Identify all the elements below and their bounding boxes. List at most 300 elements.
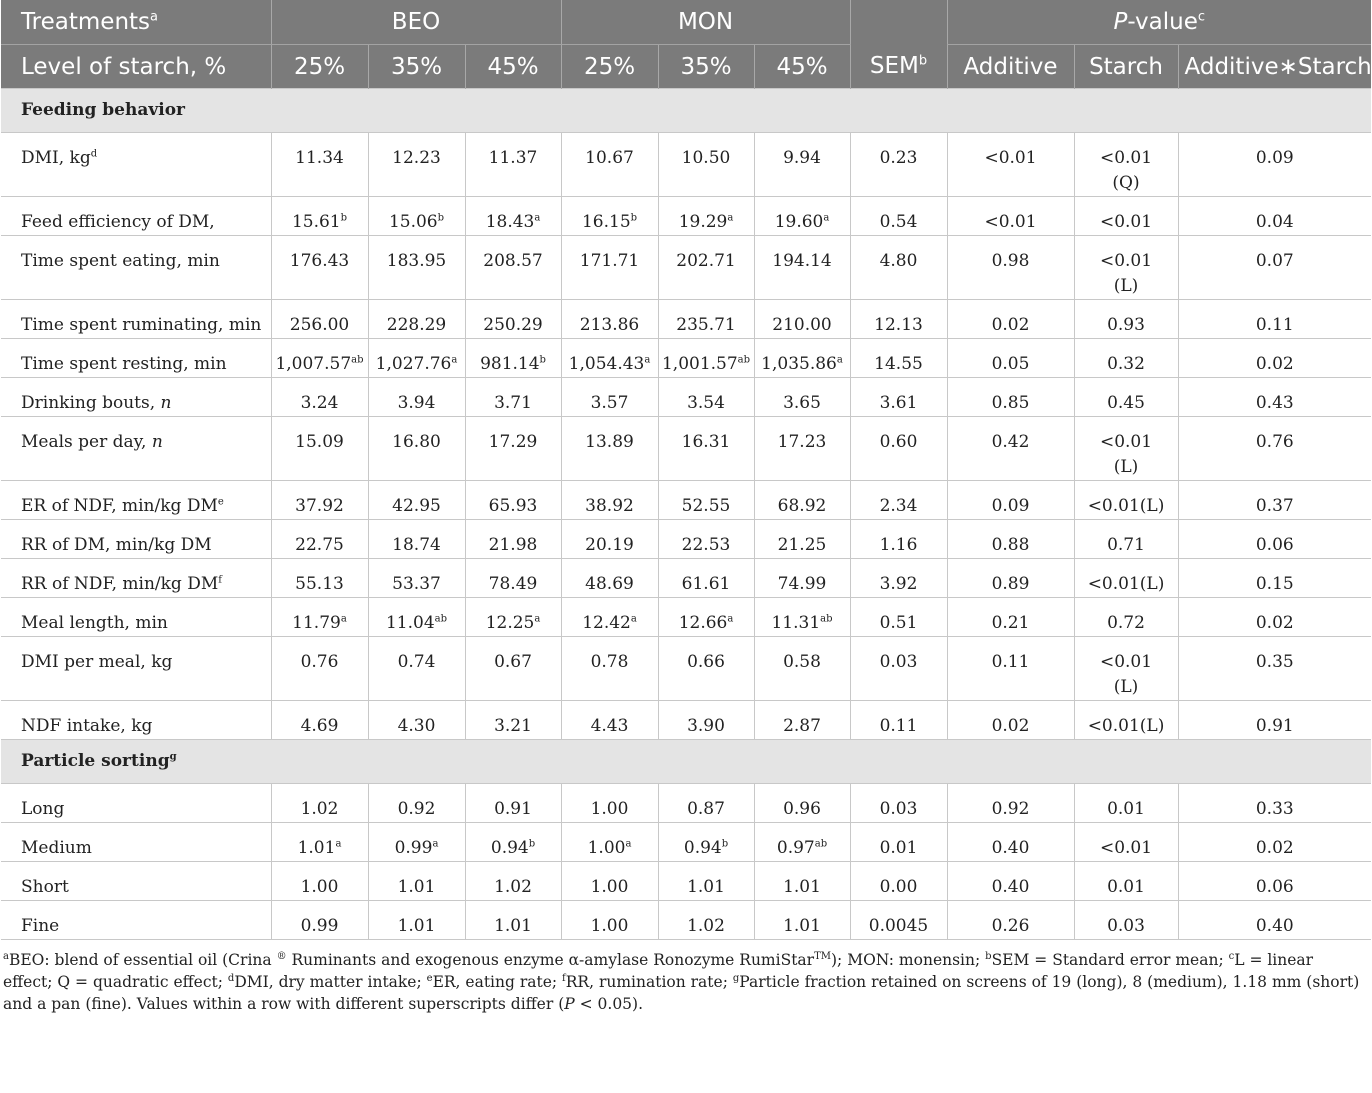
starch-effect-note: (L)	[1113, 276, 1139, 296]
value-cell	[658, 133, 754, 197]
value-cell	[754, 598, 850, 637]
value-text: 55.13	[295, 574, 344, 594]
value-text: 183.95	[386, 251, 447, 271]
value-cell	[561, 339, 658, 378]
header-row-top	[1, 0, 1371, 45]
starch-pvalue-text: <0.01	[1099, 148, 1153, 168]
value-text: 12.23	[392, 148, 441, 168]
value-cell	[658, 701, 754, 740]
value-text: 208.57	[483, 251, 543, 271]
row-label-text: Time spent ruminating, min	[21, 315, 262, 335]
additive-pvalue-cell: <0.01	[947, 133, 1074, 197]
value-text: 37.92	[295, 496, 344, 516]
value-cell	[271, 784, 368, 823]
value-text: 11.79	[292, 613, 341, 633]
value-cell	[368, 784, 465, 823]
value-cell	[368, 481, 465, 520]
starch-pvalue-cell	[1074, 236, 1178, 300]
interaction-pvalue-cell: 0.02	[1178, 339, 1371, 378]
table-row	[1, 701, 1371, 740]
section-title-text: Particle sorting	[21, 751, 170, 771]
sem-cell: 0.60	[850, 417, 947, 481]
sem-cell: 0.51	[850, 598, 947, 637]
sem-cell: 0.01	[850, 823, 947, 862]
starch-pvalue-text: <0.01	[1099, 251, 1153, 271]
value-text: 1.01	[687, 877, 725, 897]
interaction-pvalue-cell: 0.43	[1178, 378, 1371, 417]
pvalue-group-header: P-value$^c$	[947, 0, 1371, 45]
value-text: 0.96	[783, 799, 821, 819]
value-text: 194.14	[772, 251, 832, 271]
table-row	[1, 559, 1371, 598]
row-label	[1, 378, 271, 417]
value-sup: b	[539, 354, 546, 366]
value-cell	[561, 637, 658, 701]
additive-pvalue-cell: 0.21	[947, 598, 1074, 637]
value-cell	[561, 417, 658, 481]
row-label-sup: f	[218, 574, 222, 586]
value-text: 1.02	[494, 877, 532, 897]
value-text: 2.87	[783, 716, 821, 736]
sem-header-spacer	[850, 0, 947, 45]
interaction-pvalue-cell: 0.76	[1178, 417, 1371, 481]
value-sup: a	[644, 354, 651, 366]
value-text: 13.89	[585, 432, 634, 452]
value-sup: a	[432, 838, 439, 850]
interaction-pvalue-cell: 0.06	[1178, 520, 1371, 559]
value-cell	[368, 520, 465, 559]
sem-cell: 0.03	[850, 784, 947, 823]
interaction-pvalue-cell: 0.15	[1178, 559, 1371, 598]
value-text: 17.29	[488, 432, 538, 452]
value-cell	[465, 417, 561, 481]
section-title-sup: g	[169, 751, 177, 763]
value-cell	[465, 823, 561, 862]
value-text: 10.50	[681, 148, 731, 168]
row-label	[1, 417, 271, 481]
section-row	[1, 89, 1371, 133]
value-cell	[271, 339, 368, 378]
value-text: 1.00	[587, 838, 626, 858]
value-cell	[754, 300, 850, 339]
value-sup: ab	[820, 613, 833, 625]
sem-header: SEM$^b$	[850, 45, 947, 89]
additive-pvalue-cell: 0.98	[947, 236, 1074, 300]
value-text: 0.67	[494, 652, 532, 672]
row-label-text: Meal length, min	[21, 613, 168, 633]
value-text: 11.34	[295, 148, 344, 168]
value-text: 1.00	[590, 799, 629, 819]
value-cell	[465, 598, 561, 637]
value-cell	[754, 701, 850, 740]
row-label-text: NDF intake, kg	[21, 716, 153, 736]
value-text: 22.75	[295, 535, 344, 555]
starch-pvalue-text: <0.01	[1099, 432, 1153, 452]
interaction-header: Additive∗Starch	[1178, 45, 1371, 89]
value-text: 20.19	[585, 535, 634, 555]
value-sup: b	[528, 838, 536, 850]
table-body	[1, 89, 1371, 940]
row-label	[1, 823, 271, 862]
value-cell	[271, 197, 368, 236]
row-label-sup: d	[90, 148, 98, 160]
additive-pvalue-cell: <0.01	[947, 197, 1074, 236]
row-label-italic: n	[151, 432, 163, 452]
value-cell	[561, 823, 658, 862]
starch-pvalue-text: <0.01	[1099, 212, 1153, 232]
value-cell	[465, 862, 561, 901]
value-text: 0.91	[494, 799, 532, 819]
additive-pvalue-cell: 0.02	[947, 300, 1074, 339]
value-cell	[754, 901, 850, 940]
row-label-text: ER of NDF, min/kg DM	[21, 496, 218, 516]
row-label-sup: e	[217, 496, 224, 508]
value-text: 228.29	[386, 315, 447, 335]
sem-cell: 3.61	[850, 378, 947, 417]
value-text: 22.53	[681, 535, 731, 555]
value-cell	[271, 378, 368, 417]
interaction-pvalue-cell: 0.04	[1178, 197, 1371, 236]
value-text: 981.14	[480, 354, 540, 374]
row-label	[1, 236, 271, 300]
starch-pvalue-cell	[1074, 339, 1178, 378]
value-text: 3.57	[590, 393, 629, 413]
value-cell	[754, 197, 850, 236]
treatments-header: Treatments$^a$	[1, 0, 271, 45]
table-row	[1, 598, 1371, 637]
interaction-pvalue-cell: 0.09	[1178, 133, 1371, 197]
value-text: 3.54	[687, 393, 725, 413]
value-text: 18.43	[485, 212, 535, 232]
value-text: 42.95	[392, 496, 441, 516]
sem-cell: 0.11	[850, 701, 947, 740]
value-cell	[368, 701, 465, 740]
beo-group-header: BEO	[271, 0, 561, 45]
row-label-text: RR of NDF, min/kg DM	[21, 574, 219, 594]
value-cell	[368, 862, 465, 901]
starch-pvalue-cell	[1074, 784, 1178, 823]
value-cell	[754, 339, 850, 378]
value-cell	[754, 862, 850, 901]
starch-pvalue-cell	[1074, 378, 1178, 417]
value-text: 1.00	[590, 916, 629, 936]
value-text: 1.01	[397, 916, 436, 936]
value-cell	[658, 300, 754, 339]
value-sup: a	[727, 613, 734, 625]
row-label-text: DMI, kg	[21, 148, 91, 168]
starch-pvalue-text: 0.03	[1107, 916, 1145, 936]
value-text: 171.71	[579, 251, 640, 271]
value-cell	[465, 378, 561, 417]
interaction-pvalue-cell: 0.06	[1178, 862, 1371, 901]
value-cell	[754, 417, 850, 481]
value-cell	[368, 197, 465, 236]
value-text: 15.61	[291, 212, 341, 232]
interaction-pvalue-cell: 0.40	[1178, 901, 1371, 940]
starch-pvalue-text: 0.01	[1107, 799, 1145, 819]
value-cell	[658, 339, 754, 378]
table-row	[1, 862, 1371, 901]
starch-pvalue-cell	[1074, 598, 1178, 637]
value-cell	[271, 862, 368, 901]
starch-pvalue-text: 0.32	[1107, 354, 1145, 374]
value-sup: a	[340, 613, 347, 625]
value-text: 1.01	[297, 838, 336, 858]
value-text: 19.60	[774, 212, 824, 232]
table-row	[1, 784, 1371, 823]
table-footnote: $^a$BEO: blend of essential oil (Crina ® Ruminants and exogenous enzyme α-amylase Ronozyme RumiStar™); MON: monensin; $^b$SEM = Standard error mean; $^c$L = linear effect; Q = quadratic effect; $^d$DMI, dry matter intake; $^e$ER, eating rate; $^f$RR, rumination rate; $^g$Particle fraction retained on screens of 19 (long), 8 (medium), 1.18 mm (short) and a pan (fine). Values within a row with different superscripts differ (P < 0.05).	[3, 950, 1360, 1013]
value-cell	[271, 637, 368, 701]
value-text: 11.37	[488, 148, 538, 168]
value-cell	[465, 133, 561, 197]
row-label	[1, 520, 271, 559]
value-cell	[658, 559, 754, 598]
table-row	[1, 339, 1371, 378]
table-row	[1, 133, 1371, 197]
value-text: 213.86	[579, 315, 640, 335]
value-cell	[658, 862, 754, 901]
row-label-text: Time spent resting, min	[21, 354, 227, 374]
value-cell	[658, 481, 754, 520]
value-sup: b	[721, 838, 729, 850]
value-cell	[368, 133, 465, 197]
value-text: 16.80	[392, 432, 441, 452]
level-header: 45%	[465, 45, 561, 89]
value-cell	[561, 520, 658, 559]
row-label	[1, 559, 271, 598]
starch-pvalue-text: 0.93	[1107, 315, 1145, 335]
starch-pvalue-text: 0.72	[1107, 613, 1145, 633]
value-text: 11.31	[771, 613, 821, 633]
row-label-text: Drinking bouts,	[21, 393, 161, 413]
interaction-pvalue-cell: 0.35	[1178, 637, 1371, 701]
value-cell	[368, 598, 465, 637]
starch-pvalue-cell	[1074, 559, 1178, 598]
row-label	[1, 901, 271, 940]
level-header: 35%	[368, 45, 465, 89]
starch-pvalue-text: <0.01	[1099, 652, 1153, 672]
row-label-italic: n	[160, 393, 172, 413]
value-text: 4.69	[300, 716, 339, 736]
value-cell	[658, 598, 754, 637]
sem-cell: 0.23	[850, 133, 947, 197]
table-row	[1, 481, 1371, 520]
header-row-bottom	[1, 45, 1371, 89]
value-text: 12.42	[582, 613, 631, 633]
row-label	[1, 784, 271, 823]
starch-pvalue-cell	[1074, 520, 1178, 559]
value-text: 1.02	[300, 799, 339, 819]
value-sup: a	[534, 212, 541, 224]
value-cell	[754, 481, 850, 520]
value-cell	[368, 823, 465, 862]
value-sup: a	[625, 838, 632, 850]
interaction-pvalue-cell: 0.02	[1178, 823, 1371, 862]
value-cell	[465, 520, 561, 559]
starch-pvalue-text: <0.01(L)	[1087, 716, 1165, 736]
value-text: 61.61	[681, 574, 731, 594]
value-cell	[271, 901, 368, 940]
sem-cell: 12.13	[850, 300, 947, 339]
table-row	[1, 520, 1371, 559]
value-sup: a	[534, 613, 541, 625]
value-text: 38.92	[585, 496, 634, 516]
value-text: 1.01	[494, 916, 532, 936]
interaction-pvalue-cell: 0.33	[1178, 784, 1371, 823]
value-text: 11.04	[385, 613, 435, 633]
value-text: 21.98	[488, 535, 538, 555]
value-cell	[754, 520, 850, 559]
value-text: 16.15	[581, 212, 631, 232]
value-sup: ab	[737, 354, 751, 366]
value-sup: ab	[351, 354, 364, 366]
additive-pvalue-cell: 0.85	[947, 378, 1074, 417]
value-text: 10.67	[585, 148, 634, 168]
row-label	[1, 133, 271, 197]
interaction-pvalue-cell: 0.91	[1178, 701, 1371, 740]
value-text: 21.25	[777, 535, 827, 555]
value-cell	[561, 197, 658, 236]
additive-pvalue-cell: 0.89	[947, 559, 1074, 598]
value-cell	[658, 197, 754, 236]
value-cell	[658, 901, 754, 940]
interaction-pvalue-cell: 0.37	[1178, 481, 1371, 520]
value-cell	[368, 300, 465, 339]
value-sup: b	[437, 212, 445, 224]
value-text: 17.23	[777, 432, 827, 452]
value-sup: ab	[434, 613, 448, 625]
value-cell	[465, 197, 561, 236]
value-cell	[368, 559, 465, 598]
value-text: 1,007.57	[275, 354, 352, 374]
row-label-text: Fine	[21, 916, 60, 936]
additive-header: Additive	[947, 45, 1074, 89]
value-text: 15.06	[388, 212, 438, 232]
interaction-pvalue-cell: 0.07	[1178, 236, 1371, 300]
section-title	[1, 740, 1371, 784]
value-cell	[465, 701, 561, 740]
results-table	[1, 0, 1371, 940]
row-label-text: Time spent eating, min	[21, 251, 220, 271]
additive-pvalue-cell: 0.40	[947, 823, 1074, 862]
value-text: 15.09	[295, 432, 344, 452]
value-cell	[465, 236, 561, 300]
row-label	[1, 598, 271, 637]
value-cell	[754, 133, 850, 197]
value-text: 53.37	[392, 574, 441, 594]
value-text: 0.99	[300, 916, 339, 936]
table-row	[1, 197, 1371, 236]
row-label	[1, 300, 271, 339]
value-cell	[271, 823, 368, 862]
section-row	[1, 740, 1371, 784]
row-label	[1, 862, 271, 901]
starch-effect-note: (L)	[1113, 677, 1139, 697]
additive-pvalue-cell: 0.26	[947, 901, 1074, 940]
starch-pvalue-cell	[1074, 901, 1178, 940]
additive-pvalue-cell: 0.09	[947, 481, 1074, 520]
value-text: 12.66	[678, 613, 728, 633]
additive-pvalue-cell: 0.88	[947, 520, 1074, 559]
row-label	[1, 197, 271, 236]
sem-cell: 3.92	[850, 559, 947, 598]
value-cell	[271, 520, 368, 559]
value-text: 1.01	[397, 877, 436, 897]
value-text: 9.94	[783, 148, 821, 168]
level-of-starch-header: Level of starch, %	[1, 45, 271, 89]
value-text: 0.94	[490, 838, 529, 858]
row-label-text: DMI per meal, kg	[21, 652, 173, 672]
value-text: 1,027.76	[375, 354, 452, 374]
value-cell	[271, 300, 368, 339]
value-cell	[271, 559, 368, 598]
value-cell	[754, 823, 850, 862]
starch-pvalue-cell	[1074, 197, 1178, 236]
value-text: 0.92	[397, 799, 436, 819]
value-sup: b	[340, 212, 348, 224]
value-cell	[561, 378, 658, 417]
row-label-text: Meals per day,	[21, 432, 152, 452]
row-label-text: RR of DM, min/kg DM	[21, 535, 212, 555]
value-cell	[368, 417, 465, 481]
value-cell	[561, 901, 658, 940]
value-text: 3.65	[783, 393, 821, 413]
sem-cell: 2.34	[850, 481, 947, 520]
table-row	[1, 417, 1371, 481]
value-cell	[658, 417, 754, 481]
interaction-pvalue-cell: 0.11	[1178, 300, 1371, 339]
value-cell	[658, 378, 754, 417]
value-text: 19.29	[678, 212, 728, 232]
value-sup: a	[823, 212, 830, 224]
value-cell	[271, 701, 368, 740]
value-cell	[658, 520, 754, 559]
row-label	[1, 637, 271, 701]
value-sup: a	[727, 212, 734, 224]
row-label-text: Medium	[21, 838, 92, 858]
value-text: 78.49	[488, 574, 538, 594]
value-cell	[561, 862, 658, 901]
row-label	[1, 339, 271, 378]
starch-pvalue-cell	[1074, 133, 1178, 197]
value-text: 12.25	[485, 613, 535, 633]
value-cell	[561, 701, 658, 740]
value-text: 3.24	[300, 393, 339, 413]
value-text: 18.74	[392, 535, 441, 555]
row-label	[1, 481, 271, 520]
starch-pvalue-cell	[1074, 481, 1178, 520]
value-text: 0.78	[590, 652, 629, 672]
value-sup: a	[451, 354, 458, 366]
value-sup: a	[335, 838, 342, 850]
starch-pvalue-cell	[1074, 417, 1178, 481]
value-cell	[271, 236, 368, 300]
value-cell	[754, 236, 850, 300]
value-cell	[561, 236, 658, 300]
sem-cell: 0.0045	[850, 901, 947, 940]
additive-pvalue-cell: 0.40	[947, 862, 1074, 901]
section-title-text: Feeding behavior	[21, 100, 185, 120]
sem-cell: 0.54	[850, 197, 947, 236]
value-text: 176.43	[289, 251, 350, 271]
additive-pvalue-cell: 0.02	[947, 701, 1074, 740]
value-cell	[561, 300, 658, 339]
additive-pvalue-cell: 0.42	[947, 417, 1074, 481]
row-label-text: Long	[21, 799, 65, 819]
value-cell	[561, 481, 658, 520]
section-title	[1, 89, 1371, 133]
starch-pvalue-text: <0.01(L)	[1087, 574, 1165, 594]
